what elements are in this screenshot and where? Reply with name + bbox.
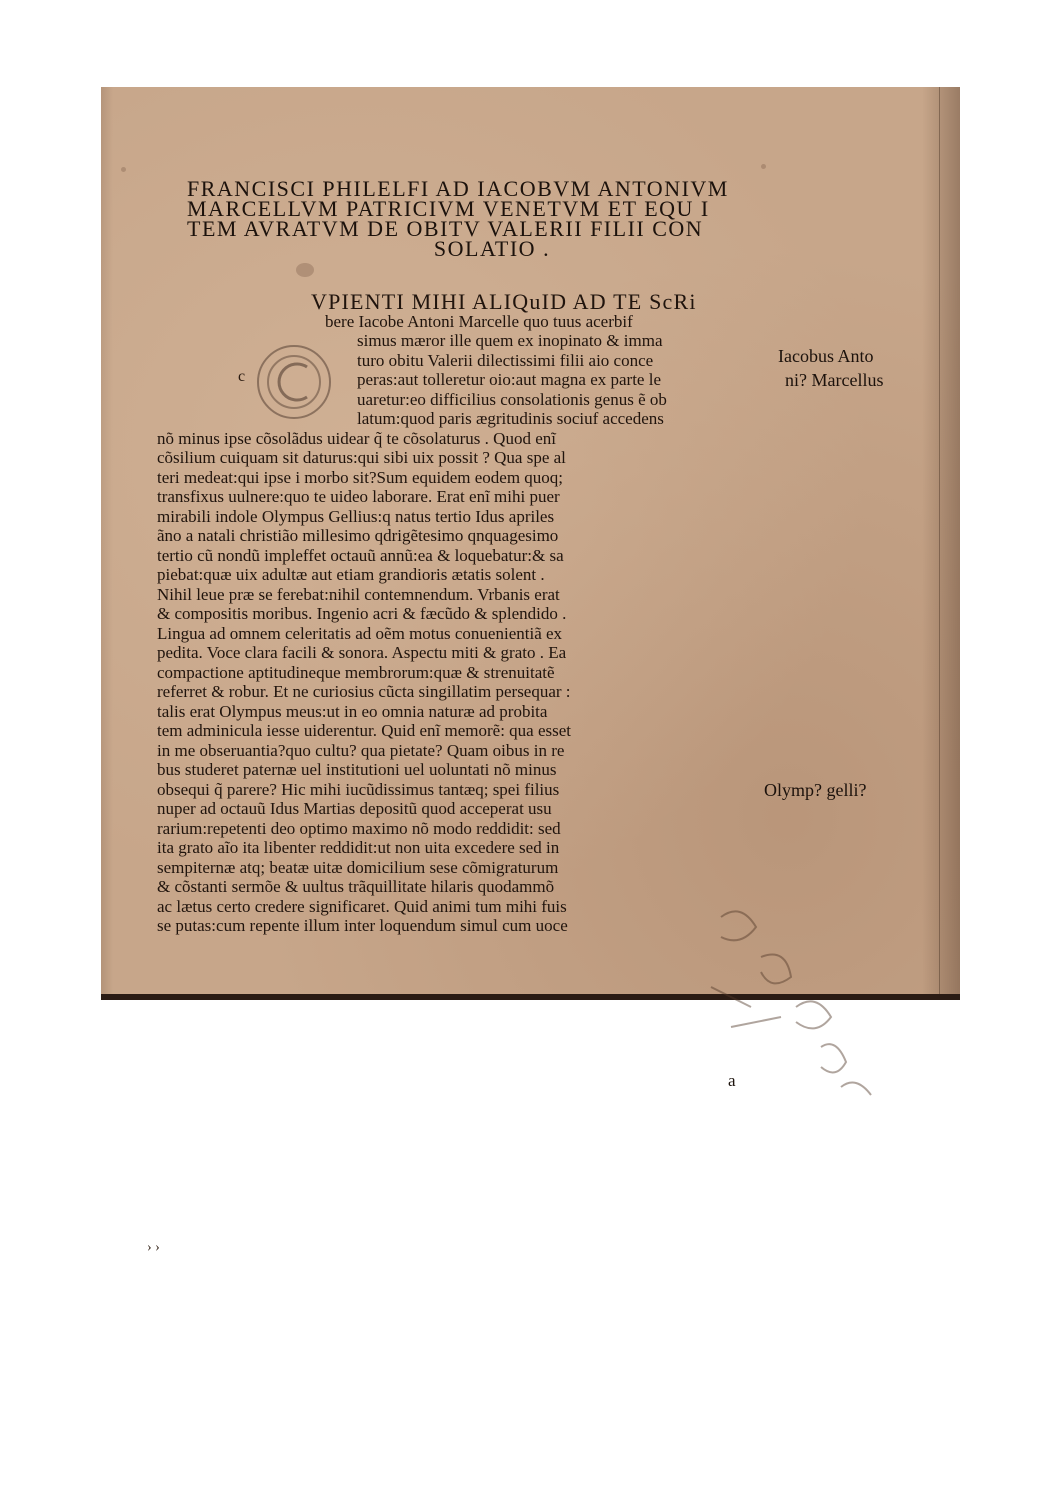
ink-smudge (761, 164, 766, 169)
body-line: rarium:repetenti deo optimo maximo nõ modo reddidit: sed (157, 818, 561, 838)
page-edge-shadow (922, 87, 960, 1000)
body-line: latum:quod paris ægritudinis sociuf accedens (357, 409, 664, 428)
book-page (101, 87, 960, 1255)
body-line: bus studeret paternæ uel institutioni uel uoluntati nõ minus (157, 760, 557, 779)
body-line: uaretur:eo difficilius consolationis genus ẽ ob (357, 389, 667, 409)
body-line: sempiternæ atq; beatæ uitæ domicilium sese cõmigraturum (157, 857, 559, 877)
body-line: VPIENTI MIHI ALIQuID AD TE ScRi (311, 289, 697, 314)
foot-marks: › › (147, 1240, 160, 1255)
stray-letter: c (238, 368, 246, 385)
body-line: compactione aptitudineque membrorum:quæ & strenuitatẽ (157, 662, 555, 682)
body-line: transfixus uulnere:quo te uideo laborare. Erat enĩ mihi puer (157, 487, 560, 506)
title-line: FRANCISCI PHILELFI AD IACOBVM ANTONIVM (187, 176, 729, 201)
body-line: talis erat Olympus meus:ut in eo omnia naturæ ad probita (157, 701, 548, 721)
body-line: se putas:cum repente illum inter loquendum simul cum uoce (157, 916, 568, 935)
body-line: tem adminicula iesse uiderentur. Quid enĩ memorẽ: qua esset (157, 721, 572, 740)
title-line: MARCELLVM PATRICIVM VENETVM ET EQU I (187, 196, 710, 221)
page-title (187, 176, 797, 261)
margin-note: Olymp? gelli? (764, 780, 867, 800)
title-line: SOLATIO . (433, 236, 551, 261)
body-line: simus mæror ille quem ex inopinato & imma (357, 331, 663, 350)
body-line: mirabili indole Olympus Gellius:q natus tertio Idus apriles (157, 506, 555, 526)
watermark-icon (701, 897, 901, 1117)
body-line: piebat:quæ uix adultæ aut etiam grandioris ætatis solent . (157, 565, 545, 584)
body-line: & cõstanti sermõe & uultus trãquillitate hilaris quodammõ (157, 877, 555, 896)
body-line: cõsilium cuiquam sit daturus:qui sibi uix possit ? Qua spe al (157, 448, 566, 467)
body-line: Nihil leue præ se ferebat:nihil contemnendum. Vrbanis erat (157, 584, 560, 604)
body-line: obsequi q̃ parere? Hic mihi iucũdissimus tantæq; spei filius (157, 779, 560, 799)
body-line: nõ minus ipse cõsolãdus uidear q̃ te cõsolaturus . Quod enĩ (157, 428, 556, 448)
body-line: nuper ad octauũ Idus Martias depositũ quod acceperat usu (157, 799, 552, 818)
body-line: & compositis moribus. Ingenio acri & fæcũdo & splendido . (157, 604, 567, 623)
page-edge-line (939, 87, 940, 1000)
body-line: turo obitu Valerii dilectissimi filii aio conce (357, 350, 654, 370)
body-text (157, 289, 767, 936)
body-line: referret & robur. Et ne curiosius cũcta singillatim persequar : (157, 682, 571, 701)
body-line: ac lætus certo credere significaret. Quid animi tum mihi fuis (157, 896, 567, 916)
body-line: in me obseruantia?quo cultu? qua pietate? Quam oibus in re (157, 740, 565, 760)
margin-note-line: Iacobus Anto (778, 346, 874, 366)
title-line: TEM AVRATVM DE OBITV VALERII FILII CON (187, 216, 704, 241)
margin-note-line: ni? Marcellus (785, 370, 884, 390)
ink-smudge (296, 263, 314, 277)
signature-mark: a (728, 1071, 736, 1090)
body-line: ita grato aĩo ita libenter reddidit:ut non uita excedere sed in (157, 838, 560, 857)
ink-smudge (121, 167, 126, 172)
body-line: bere Iacobe Antoni Marcelle quo tuus acerbif (325, 311, 633, 331)
body-line: tertio cũ nondũ impleffet octauũ annũ:ea & loquebatur:& sa (157, 545, 564, 565)
body-line: pedita. Voce clara facili & sonora. Aspectu miti & grato . Ea (157, 643, 567, 662)
body-line: peras:aut tolleretur oio:aut magna ex parte le (357, 370, 661, 389)
body-line: teri medeat:qui ipse i morbo sit?Sum equidem eodem quoq; (157, 467, 564, 487)
body-line: Lingua ad omnem celeritatis ad oẽm motus conuenientiã ex (157, 623, 563, 643)
body-line: ãno a natali christião millesimo qdrigẽtesimo qnquagesimo (157, 526, 559, 545)
